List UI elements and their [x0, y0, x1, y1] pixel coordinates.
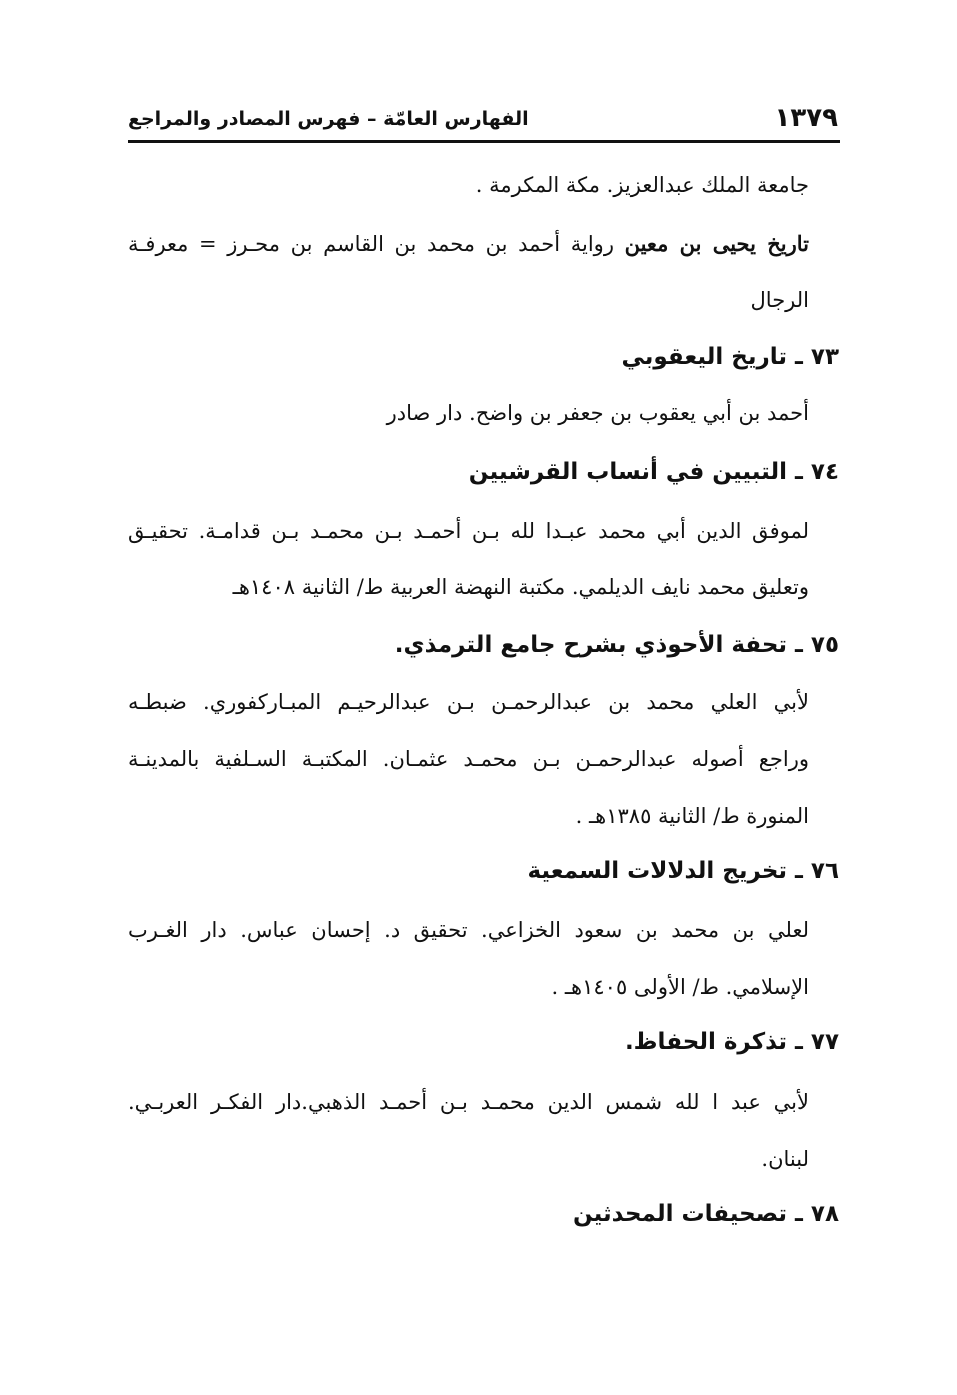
entry-line: وراجع أصوله عبدالرحمـن بـن محمـد عثمـان. المكتبـة السـلفية بالمدينـة	[128, 747, 809, 771]
entry-heading: ٧٣ ـ تاريخ اليعقوبي	[621, 344, 839, 370]
page-number: ١٣٧٩	[774, 103, 838, 133]
entry-line: الإسلامي. ط/ الأولى ١٤٠٥هـ .	[551, 975, 809, 999]
entry-heading: ٧٤ ـ التبيين في أنساب القرشيين	[468, 459, 839, 485]
running-title: الفهارس العامّة – فهرس المصادر والمراجع	[128, 108, 529, 130]
cross-reference-text: رواية أحمد بن محمد بن القاسم بن محـرز = معرفـة	[128, 232, 625, 256]
entry-line: لبنان.	[761, 1147, 809, 1171]
entry-heading: ٧٨ ـ تصحيفات المحدثين	[572, 1201, 839, 1227]
entry-heading: ٧٦ ـ تخريج الدلالات السمعية	[527, 858, 839, 884]
entry-line: أحمد بن أبي يعقوب بن جعفر بن واضح. دار صادر	[386, 401, 809, 425]
entry-line: لأبي عبد ا لله شمس الدين محمـد بـن أحمـد الذهبي.دار الفكـر العربـي.	[128, 1090, 809, 1114]
entry-line: وتعليق محمد نايف الديلمي. مكتبة النهضة العربية ط/ الثانية ١٤٠٨هـ	[232, 575, 809, 599]
cross-reference-line	[128, 228, 809, 260]
cross-reference-title: تاريخ يحيى بن معين	[624, 231, 809, 256]
continuation-line: جامعة الملك عبدالعزيز. مكة المكرمة .	[475, 173, 809, 197]
entry-heading: ٧٧ ـ تذكرة الحفاظ.	[624, 1029, 839, 1055]
entry-line: لموفق الدين أبي محمد عبـدا لله بـن أحمـد بـن محمـد بـن قدامـة. تحقيـق	[128, 519, 809, 543]
entry-line: لعلي بن محمد بن سعود الخزاعي. تحقيق د. إحسان عباس. دار الغـرب	[128, 918, 809, 942]
entry-line: لأبي العلي محمد بن عبدالرحمـن بـن عبدالرحيـم المبـاركفوري. ضبطـه	[128, 690, 809, 714]
entry-line: المنورة ط/ الثانية ١٣٨٥هـ .	[575, 804, 809, 828]
entry-heading: ٧٥ ـ تحفة الأحوذي بشرح جامع الترمذي.	[394, 632, 839, 658]
cross-reference-target: الرجال	[750, 288, 809, 312]
